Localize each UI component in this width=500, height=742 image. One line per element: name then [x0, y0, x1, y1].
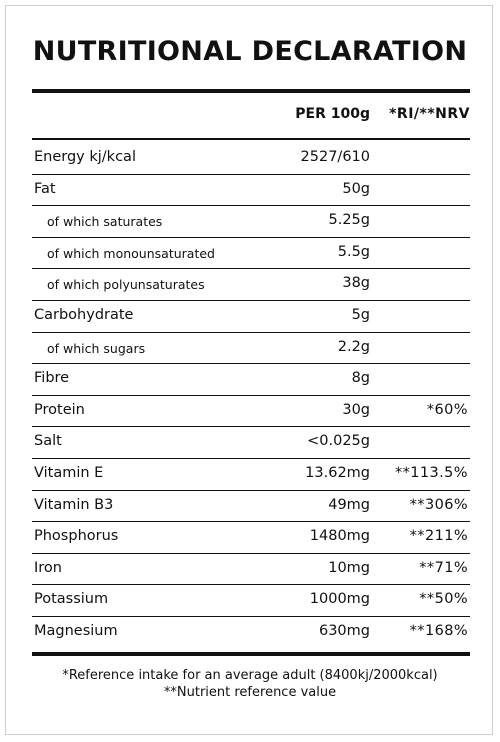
nutrient-name: Vitamin E	[34, 464, 104, 481]
nutrient-value-per-100g: 1000mg	[309, 591, 370, 608]
nutrient-value-per-100g: 2.2g	[337, 338, 370, 355]
table-row	[32, 459, 470, 491]
footnote-nutrient-reference-value: **Nutrient reference value	[163, 685, 337, 700]
nutrient-value-per-100g: 49mg	[328, 496, 370, 513]
nutrient-name: of which sugars	[47, 340, 146, 356]
nutrient-ri-nrv: **113.5%	[395, 464, 468, 481]
nutrient-name: of which polyunsaturates	[47, 277, 205, 293]
page-title: NUTRITIONAL DECLARATION	[32, 36, 468, 67]
nutrient-value-per-100g: 5g	[351, 306, 370, 323]
nutrient-ri-nrv: **211%	[409, 528, 468, 545]
nutrient-name: Fibre	[34, 370, 70, 387]
nutrient-name: Potassium	[34, 591, 109, 608]
nutrient-name: Protein	[34, 401, 85, 418]
nutrient-value-per-100g: 630mg	[318, 622, 370, 639]
nutrient-value-per-100g: 10mg	[328, 559, 370, 576]
table-row	[32, 585, 470, 617]
nutrient-value-per-100g: 13.62mg	[305, 464, 370, 481]
table-row	[32, 301, 470, 333]
nutrient-ri-nrv: **306%	[409, 496, 468, 513]
column-header-ri-nrv: *RI/**NRV	[389, 106, 470, 122]
table-row	[32, 427, 470, 459]
table-header	[32, 106, 470, 130]
nutrient-name: Energy kj/kcal	[34, 149, 136, 165]
table-row	[32, 364, 470, 396]
table-row	[32, 396, 470, 428]
nutrient-name: Magnesium	[34, 622, 118, 639]
table-row	[32, 554, 470, 586]
nutrient-value-per-100g: 8g	[351, 370, 370, 387]
table-row	[32, 617, 470, 649]
nutrient-value-per-100g: 2527/610	[300, 149, 370, 165]
header-divider	[32, 138, 470, 140]
nutrition-table	[32, 143, 470, 649]
nutrient-value-per-100g: 50g	[342, 180, 370, 197]
nutrient-value-per-100g: 5.5g	[337, 243, 370, 260]
nutrient-value-per-100g: 5.25g	[328, 212, 370, 229]
table-row	[32, 522, 470, 554]
footnote-reference-intake: *Reference intake for an average adult (8400kj/2000kcal)	[62, 668, 438, 683]
nutrient-name: of which saturates	[47, 214, 163, 230]
table-row	[32, 143, 470, 175]
nutrient-ri-nrv: **71%	[419, 559, 468, 576]
nutrient-ri-nrv: **168%	[409, 622, 468, 639]
nutrient-value-per-100g: 1480mg	[309, 528, 370, 545]
nutrient-value-per-100g: 38g	[342, 275, 370, 292]
table-bottom-divider	[32, 652, 470, 656]
table-row	[32, 175, 470, 207]
column-header-per-100g: PER 100g	[295, 106, 370, 122]
nutrient-name: Salt	[34, 433, 62, 450]
title-divider	[32, 89, 470, 93]
nutrient-value-per-100g: <0.025g	[307, 433, 370, 450]
nutrient-name: Vitamin B3	[34, 496, 114, 513]
nutrient-name: Phosphorus	[34, 528, 119, 545]
nutrient-name: of which monounsaturated	[47, 245, 215, 261]
table-row	[32, 491, 470, 523]
table-row	[32, 269, 470, 301]
table-row	[32, 333, 470, 365]
nutrient-name: Iron	[34, 559, 62, 576]
nutrient-value-per-100g: 30g	[342, 401, 370, 418]
table-row	[32, 206, 470, 238]
nutrient-ri-nrv: **50%	[419, 591, 468, 608]
table-row	[32, 238, 470, 270]
nutrient-name: Fat	[34, 180, 56, 197]
nutrient-ri-nrv: *60%	[426, 401, 468, 418]
nutrient-name: Carbohydrate	[34, 306, 134, 323]
